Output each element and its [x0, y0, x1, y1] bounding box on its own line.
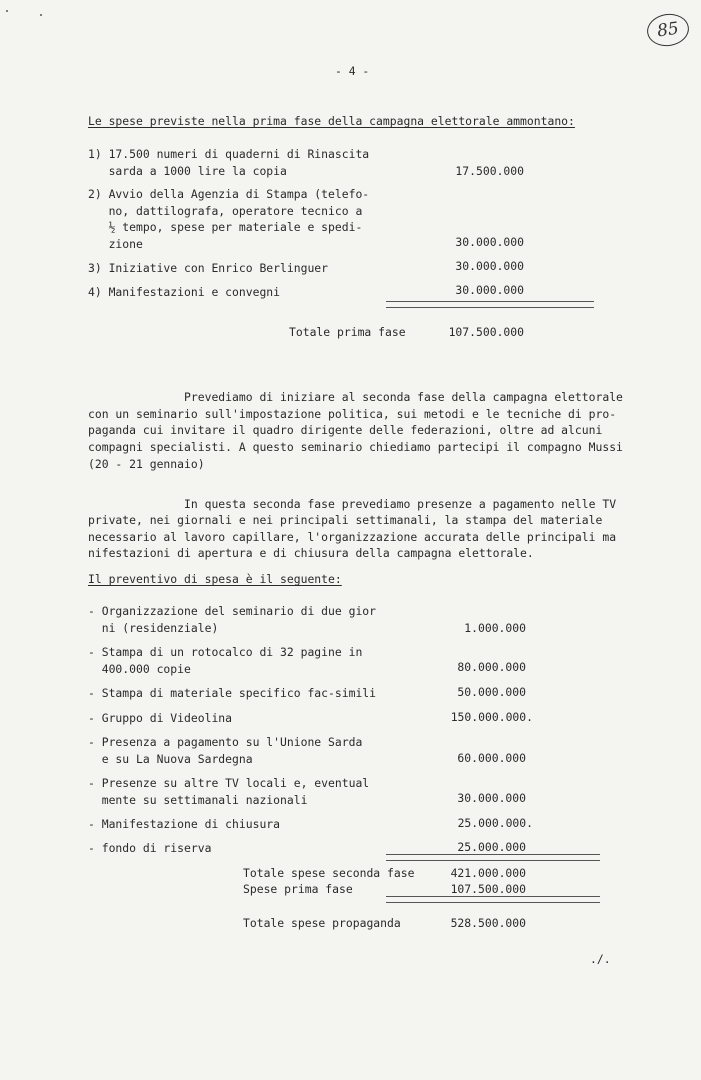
phase2-item-2-amount: 80.000.000	[457, 660, 526, 674]
double-rule	[386, 854, 600, 861]
phase2-item-3-amount: 50.000.000	[457, 685, 526, 699]
paragraph1-line-3: paganda cui invitare il quadro dirigente delle federazioni, oltre ad alcuni	[88, 423, 603, 437]
phase2-item-8-amount: 25.000.000	[457, 840, 526, 854]
phase2-item-4-line-1: - Gruppo di Videolina	[88, 711, 233, 725]
paragraph1-line-2: con un seminario sull'impostazione politica, sui metodi e le tecniche di pro-	[88, 407, 617, 421]
phase1-item-2-amount: 30.000.000	[455, 235, 524, 249]
phase2-item-7-line-1: - Manifestazione di chiusura	[88, 817, 281, 831]
phase2-item-3-line-1: - Stampa di materiale specifico fac-simili	[88, 686, 377, 700]
phase2-item-2-line-2: 400.000 copie	[88, 662, 191, 676]
phase2-item-5-line-2: e su La Nuova Sardegna	[88, 752, 253, 766]
phase1-item-3-line-1: 3) Iniziative con Enrico Berlinguer	[88, 261, 329, 275]
phase2-item-6-line-2: mente su settimanali nazionali	[88, 793, 308, 807]
phase2-item-6-line-1: - Presenze su altre TV locali e, eventual	[88, 776, 370, 790]
phase1-item-2-line-2: no, dattilografa, operatore tecnico a	[88, 204, 363, 218]
phase1-total-label: Totale prima fase	[289, 325, 406, 339]
paragraph2-line-1: In questa seconda fase prevediamo presenze a pagamento nelle TV	[88, 497, 617, 511]
page-stamp: 85	[645, 11, 691, 49]
phase2-item-1-line-2: ni (residenziale)	[88, 621, 219, 635]
phase2-heading: Il preventivo di spesa è il seguente:	[88, 572, 342, 586]
phase1-item-1-line-1: 1) 17.500 numeri di quaderni di Rinascita	[88, 147, 370, 161]
phase2-item-6-amount: 30.000.000	[457, 791, 526, 805]
phase1-item-4-line-1: 4) Manifestazioni e convegni	[88, 285, 281, 299]
first-phase-amount: 107.500.000	[450, 882, 526, 896]
phase2-item-7-amount: 25.000.000.	[457, 816, 533, 830]
phase2-item-5-amount: 60.000.000	[457, 751, 526, 765]
total-second-phase-amount: 421.000.000	[450, 866, 526, 880]
double-rule	[386, 896, 600, 903]
paragraph1-line-5: (20 - 21 gennaio)	[88, 457, 205, 471]
paragraph1-line-1: Prevediamo di iniziare al seconda fase della campagna elettorale	[88, 390, 623, 404]
paragraph2-line-2: private, nei giornali e nei principali settimanali, la stampa del materiale	[88, 513, 603, 527]
phase1-heading: Le spese previste nella prima fase della campagna elettorale ammontano:	[88, 114, 575, 128]
grand-total-label: Totale spese propaganda	[243, 916, 401, 930]
paragraph2-line-4: nifestazioni di apertura e di chiusura della campagna elettorale.	[88, 546, 534, 560]
phase2-item-8-line-1: - fondo di riserva	[88, 841, 212, 855]
total-second-phase-label: Totale spese seconda fase	[243, 866, 415, 880]
phase2-item-1-amount: 1.000.000	[464, 621, 526, 635]
double-rule	[386, 301, 594, 308]
paragraph2-line-3: necessario al lavoro capillare, l'organizzazione accurata delle principali ma	[88, 530, 617, 544]
phase1-item-4-amount: 30.000.000	[455, 283, 524, 297]
phase1-item-2-line-3: ½ tempo, spese per materiale e spedi-	[88, 220, 363, 234]
first-phase-label: Spese prima fase	[243, 882, 353, 896]
page-number: - 4 -	[335, 64, 370, 78]
phase1-item-3-amount: 30.000.000	[455, 259, 524, 273]
phase1-item-2-line-1: 2) Avvio della Agenzia di Stampa (telefo-	[88, 187, 370, 201]
phase1-item-1-amount: 17.500.000	[455, 164, 524, 178]
paper-speck	[40, 14, 42, 16]
phase1-total-amount: 107.500.000	[448, 325, 524, 339]
phase2-item-5-line-1: - Presenza a pagamento su l'Unione Sarda	[88, 735, 363, 749]
paragraph1-line-4: compagni specialisti. A questo seminario chiediamo partecipi il compagno Mussi	[88, 440, 623, 454]
grand-total-amount: 528.500.000	[450, 916, 526, 930]
continuation-mark: ./.	[590, 952, 611, 966]
phase1-item-2-line-4: zione	[88, 237, 143, 251]
phase2-item-4-amount: 150.000.000.	[450, 710, 533, 724]
phase2-item-2-line-1: - Stampa di un rotocalco di 32 pagine in	[88, 645, 363, 659]
phase2-item-1-line-1: - Organizzazione del seminario di due gior	[88, 604, 377, 618]
phase1-item-1-line-2: sarda a 1000 lire la copia	[88, 164, 287, 178]
paper-speck	[6, 10, 8, 12]
